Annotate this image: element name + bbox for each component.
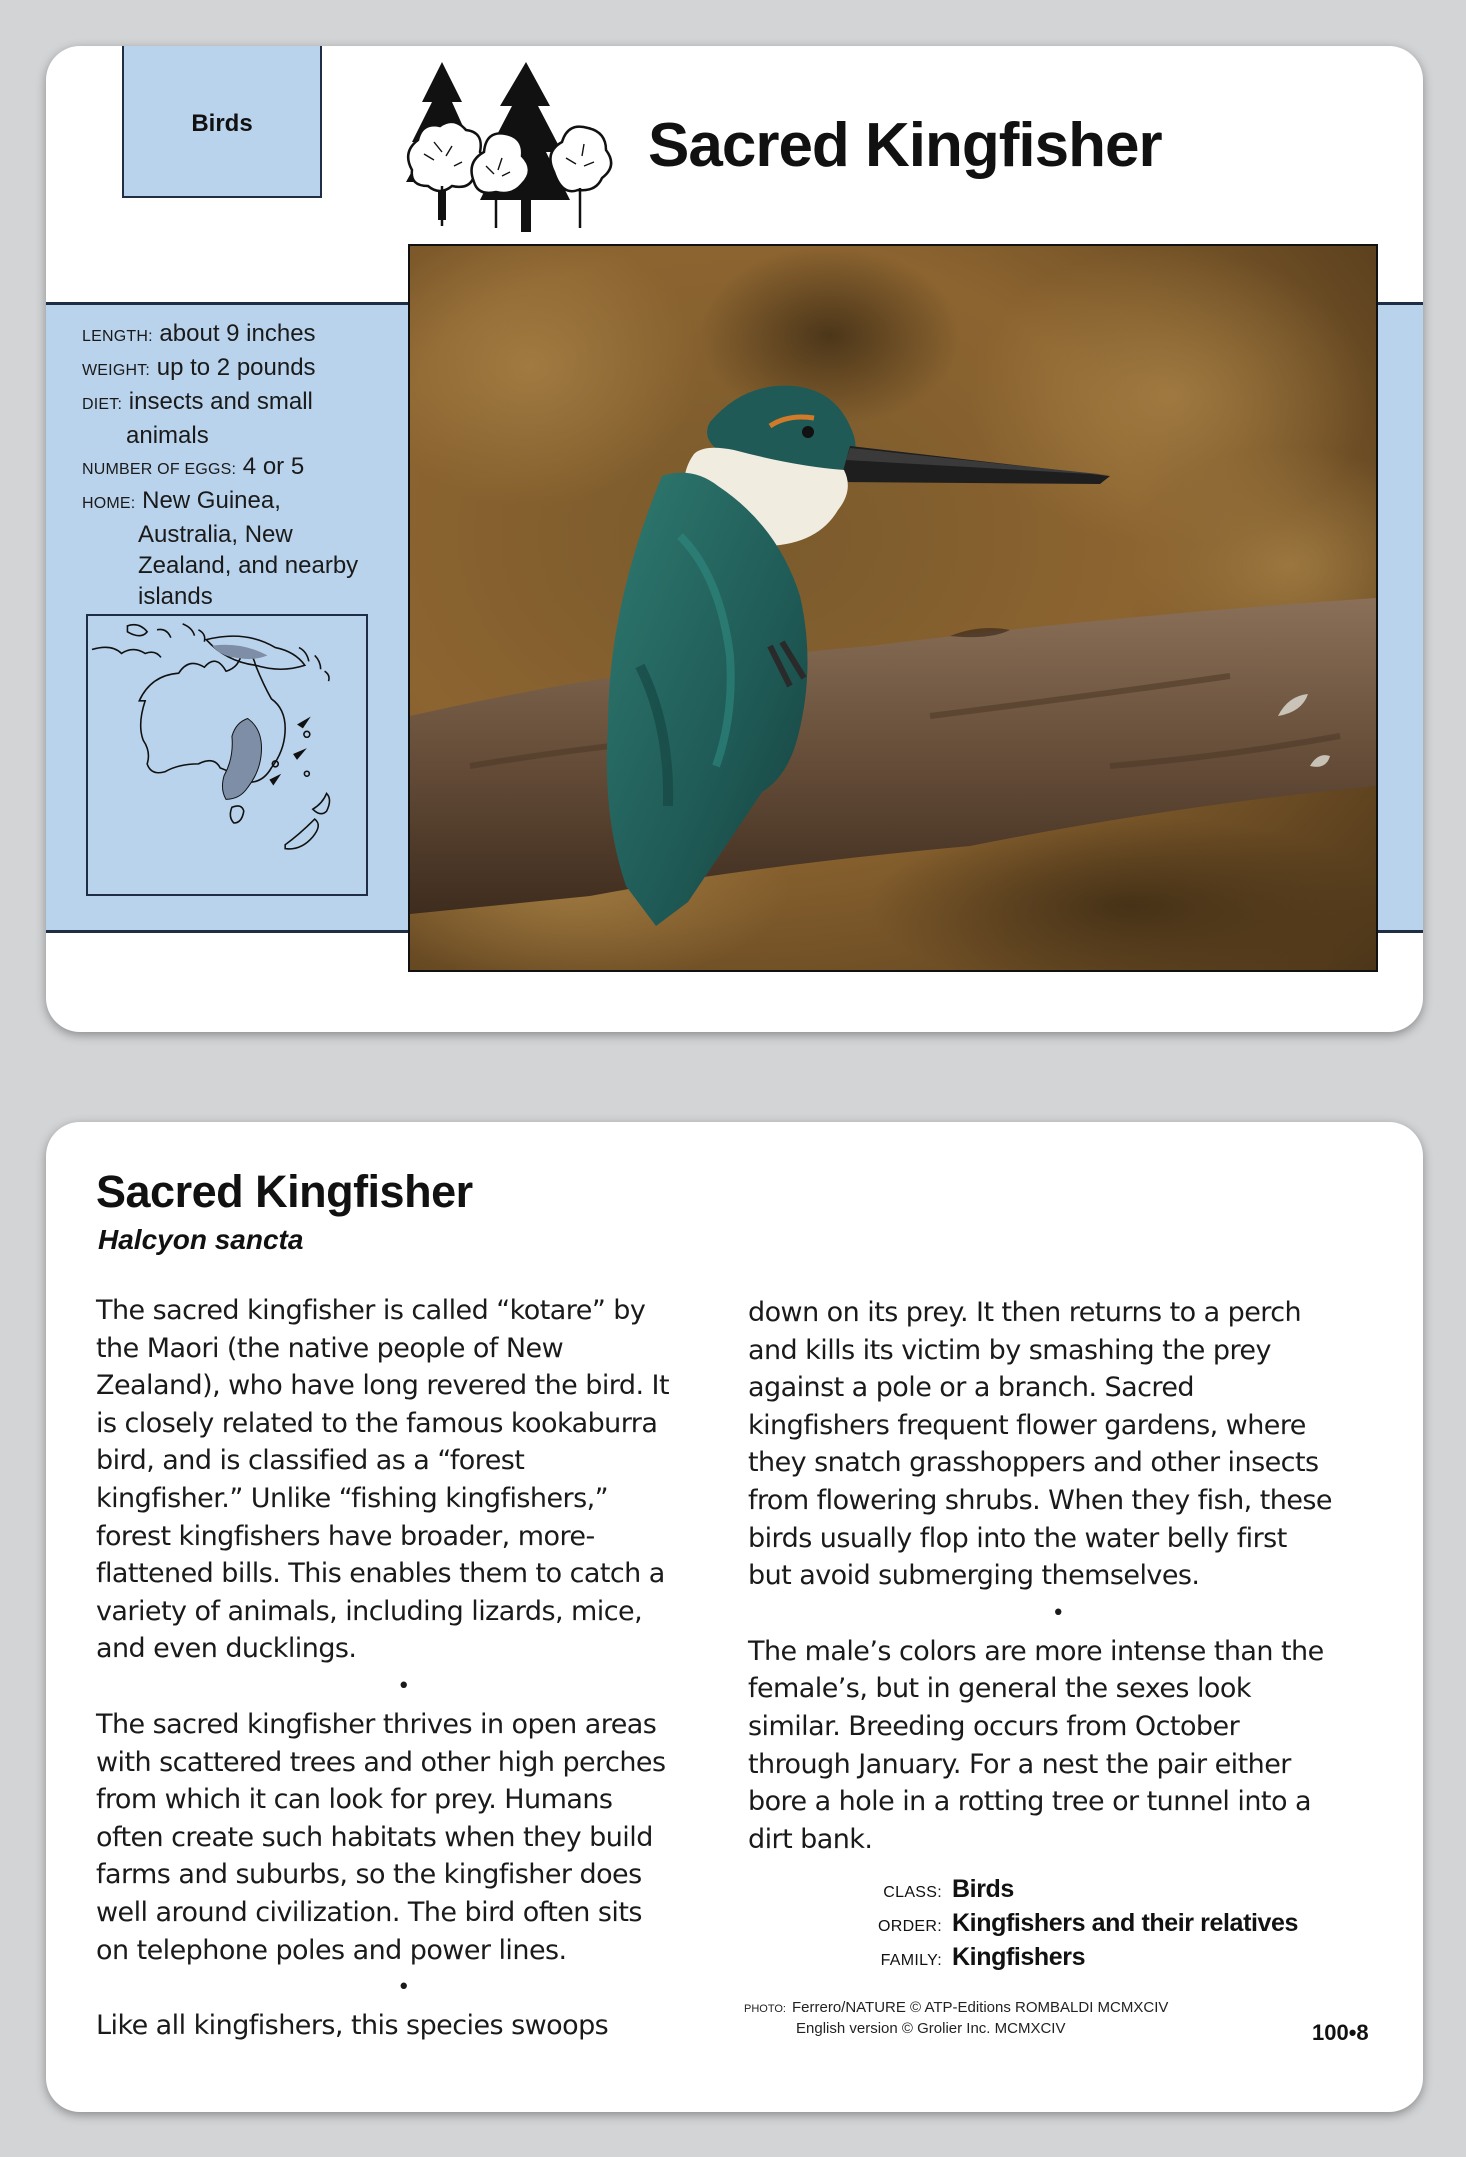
scientific-name: Halcyon sancta <box>98 1224 304 1255</box>
paragraph: Like all kingfishers, this species swoops <box>96 2010 609 2042</box>
back-card <box>46 1122 1423 2112</box>
card-number: 100•8 <box>1312 2020 1369 2045</box>
card-title: Sacred Kingfisher <box>648 111 1162 180</box>
category-tab <box>122 46 322 198</box>
classification <box>870 1874 1298 1976</box>
class-row: CLASS: Birds <box>883 1875 1014 1903</box>
range-map <box>86 614 368 896</box>
fact-diet: DIET: insects and small animals <box>82 388 313 449</box>
fact-home: HOME: New Guinea, Australia, New Zealand, and nearby islands <box>82 487 359 610</box>
back-title: Sacred Kingfisher <box>96 1166 473 1217</box>
front-card <box>46 46 1423 1032</box>
bullet-separator: • <box>397 1975 410 2001</box>
text-column-left <box>96 1292 711 2045</box>
bullet-separator: • <box>397 1673 410 1699</box>
order-row: ORDER: Kingfishers and their relatives <box>877 1909 1299 1937</box>
kingfisher-photo <box>408 244 1378 972</box>
paragraph: The male’s colors are more intense than the female’s, but in general the sexes look similar. Breeding occurs from October through January. For a nest the pair either bore a hole in a rotting tree or tunnel into a dirt bank. <box>748 1635 1324 1855</box>
fact-weight: WEIGHT: up to 2 pounds <box>82 354 316 381</box>
fact-eggs: NUMBER OF EGGS: 4 or 5 <box>82 453 305 480</box>
paragraph: down on its prey. It then returns to a perch and kills its victim by smashing the prey against a pole or a branch. Sacred kingfishers frequent flower gardens, where they snatch grasshoppers and other insects from flowering shrubs. When they fish, these birds usually flop into the water belly first but avoid submerging themselves. <box>748 1297 1332 1592</box>
category-label: Birds <box>191 110 253 137</box>
fact-list <box>82 318 392 612</box>
fact-length: LENGTH: about 9 inches <box>82 320 316 347</box>
text-column-right <box>748 1294 1368 1858</box>
bullet-separator: • <box>1051 1600 1065 1626</box>
trees-illustration <box>404 62 614 234</box>
family-row: FAMILY: Kingfishers <box>880 1943 1086 1971</box>
paragraph: The sacred kingfisher thrives in open areas with scattered trees and other high perches from which it can look for prey. Humans often create such habitats when they build farms and suburbs, so the kingfisher does well around civilization. The bird often sits on telephone poles and power lines. <box>96 1708 666 1966</box>
paragraph: The sacred kingfisher is called “kotare” by the Maori (the native people of New Zealand), who have long revered the bird. It is closely related to the famous kookaburra bird, and is classified as a “forest kingfisher.” Unlike “fishing kingfishers,” forest kingfishers have broader, more- flattened bills. This enables them to catch a variety of animals, including lizards, mice, and even ducklings. <box>96 1295 669 1665</box>
photo-credit: PHOTO: Ferrero/NATURE © ATP-Editions ROMBALDI MCMXCIV English version © Grolier Inc. MCMXCIV <box>744 1999 1169 2037</box>
